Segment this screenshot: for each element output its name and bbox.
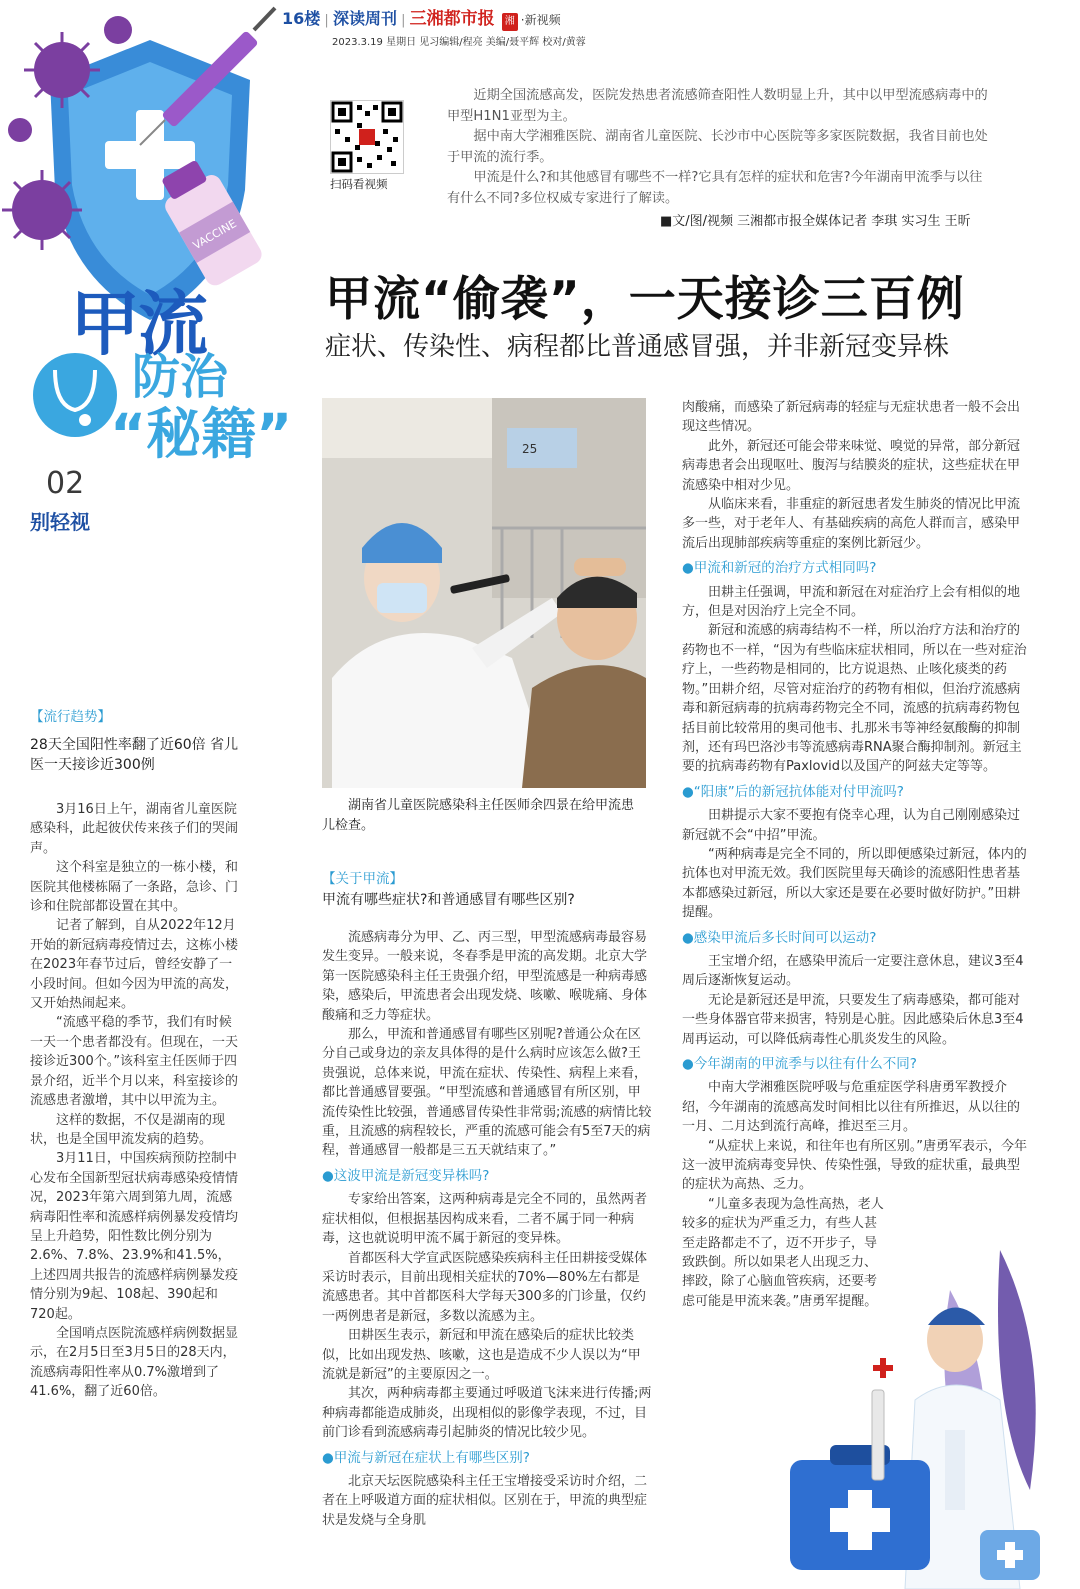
lead-paragraph: 据中南大学湘雅医院、湖南省儿童医院、长沙市中心医院等多家医院数据，我省目前也处于甲流的流行季。 [447,129,988,165]
right-paragraph: “儿童多表现为急性高热，老人较多的症状为严重乏力，有些人甚至走路都走不了，迈不开步子，导致跌倒。所以如果老人出现乏力、摔跤，除了心脑血管疾病，还要考虑可能是甲流来袭。”唐勇军提醒。 [682,1196,884,1309]
app-name: ·新视频 [520,13,561,27]
column-name: 深读周刊 [332,9,397,28]
question-heading: ●感染甲流后多长时间可以运动? [682,929,877,946]
about-paragraph: 首都医科大学宣武医院感染疾病科主任田耕接受媒体采访时表示，目前出现相关症状的70%—80%左右都是流感患者。其中首都医科大学每天300多的门诊量，仅约一两例患者是新冠，多数以流感为主。 [322,1250,648,1324]
qr-label: 扫码看视频 [330,177,388,191]
about-paragraph: 专家给出答案，这两种病毒是完全不同的，虽然两者症状相似，但根据基因构成来看，二者不属于同一种病毒，这也就说明甲流不属于新冠的变异株。 [322,1192,648,1247]
feature-title-line3: “秘籍” [110,402,293,466]
about-paragraph: 其次，两种病毒都主要通过呼吸道飞沫来进行传播;两种病毒都能造成肺炎，出现相似的影像学表现，不过，目前门诊看到流感病毒引起肺炎的情况比较少见。 [322,1386,652,1441]
question-heading: ●“阳康”后的新冠抗体能对付甲流吗? [682,783,904,800]
question-heading: ●甲流和新冠的治疗方式相同吗? [682,560,877,577]
right-paragraph: 田耕提示大家不要抱有侥幸心理，认为自己刚刚感染过新冠就不会“中招”甲流。 [682,808,1021,843]
qr-code-icon[interactable] [330,100,404,174]
feature-title-line2: 防治 [132,349,229,405]
subheadline: 症状、传染性、病程都比普通感冒强，并非新冠变异株 [325,332,950,362]
right-paragraph: 从临床来看，非重症的新冠患者发生肺炎的情况比甲流多一些，对于老年人、有基础疾病的高危人群而言，感染甲流后出现肺部疾病等重症的案例比新冠少。 [682,497,1021,551]
question-heading: ●今年湖南的甲流季与以往有什么不同? [682,1056,917,1072]
photo-caption-text: 湖南省儿童医院感染科主任医师余四景在给甲流患儿检查。 [322,798,635,833]
about-paragraph: 那么，甲流和普通感冒有哪些区别呢?普通公众在区分自己或身边的亲友具体得的是什么病时应该怎么做?王贵强说，总体来说，甲流在症状、传染性、病程上来看，都比普通感冒要强。“甲型流感和普通感冒有所区别，甲流传染性比较强，普通感冒传染性非常弱;流感的病情比较重，且流感的病程较长，严重的流感可能会有5至7天的病程，普通感冒一般都是三五天就结束了。” [322,1027,652,1159]
series-number: 02 [46,466,85,501]
about-paragraph: 流感病毒分为甲、乙、丙三型，甲型流感病毒最容易发生变异。一般来说，冬春季是甲流的高发期。北京大学第一医院感染科主任王贵强介绍，甲型流感是一种病毒感染，感染后，甲流患者会出现发烧、咳嗽、喉咙痛、身体酸痛和乏力等症状。 [322,930,648,1023]
right-paragraph: “两种病毒是完全不同的，所以即便感染过新冠，体内的抗体也对甲流无效。我们医院里每天确诊的流感阳性患者基本都感染过新冠，所以大家还是要在必要时做好防护。”田耕提醒。 [682,846,1027,921]
news-photo [322,398,646,788]
medical-kit-icon [790,1445,930,1570]
right-paragraph: 肉酸痛，而感染了新冠病毒的轻症与无症状患者一般不会出现这些情况。 [682,400,1021,435]
doctor-illustration [700,1230,1080,1589]
trend-body [30,800,240,1402]
trend-paragraph: “流感平稳的季节，我们有时候一天一个患者都没有。但现在，一天接诊近300个。”该科室主任医师于四景介绍，近半个月以来，科室接诊的流感患者激增，其中以甲流为主。 [30,1015,239,1109]
lead-paragraphs [447,86,995,209]
lead-paragraph: 近期全国流感高发，医院发热患者流感筛查阳性人数明显上升，其中以甲型流感病毒中的甲型H1N1亚型为主。 [447,88,988,124]
small-kit-icon [980,1530,1040,1580]
syringe-icon [872,1390,884,1480]
about-title: 甲流有哪些症状?和普通感冒有哪些区别? [322,892,575,908]
masthead: 16楼 | 深读周刊 | 三湘都市报 湘 ·新视频 [282,9,561,29]
app-badge-icon: 湘 [502,13,518,31]
issue-meta: 2023.3.19 星期日 见习编辑/程亮 美编/聂平辉 校对/黄蓉 [332,37,586,48]
right-paragraph: 无论是新冠还是甲流，只要发生了病毒感染，都可能对一些身体器官带来损害，特别是心脏。因此感染后休息3至4周再运动，可以降低病毒性心肌炎发生的风险。 [682,992,1024,1047]
plus-icon [873,1358,893,1378]
photo-caption [322,796,646,836]
trend-title: 28天全国阳性率翻了近60倍 省儿医一天接诊近300例 [30,737,239,773]
feature-title-line1: 甲流 [70,283,206,365]
trend-paragraph: 全国哨点医院流感样病例数据显示，在2月5日至3月5日的28天内，流感病毒阳性率从0.7%激增到了41.6%，翻了近60倍。 [30,1325,239,1400]
trend-paragraph: 记者了解到，自从2022年12月开始的新冠病毒疫情过去，这栋小楼在2023年春节过后，曾经安静了一小段时间。但如今因为甲流的高发，又开始热闹起来。 [30,918,239,1012]
right-paragraph: 中南大学湘雅医院呼吸与危重症医学科唐勇军教授介绍，今年湖南的流感高发时间相比以往有所推迟，从以往的一月、二月达到流行高峰，推迟至三月。 [682,1080,1021,1135]
lead-paragraph: 甲流是什么?和其他感冒有哪些不一样?它具有怎样的症状和危害?今年湖南甲流季与以往有什么不同?多位权威专家进行了解读。 [447,170,983,206]
vaccine-label: VACCINE [190,216,239,253]
trend-paragraph: 3月11日，中国疾病预防控制中心发布全国新型冠状病毒感染疫情情况，2023年第六周到第九周，流感病毒阳性率和流感样病例暴发疫情均呈上升趋势，阳性数比例分别为2.6%、7.8%、23.9%和41.5%，上述四周共报告的流感样病例暴发疫情分别为9起、108起、390起和720起。 [30,1151,239,1322]
right-paragraph: 新冠和流感的病毒结构不一样，所以治疗方法和治疗的药物也不一样，“因为有些临床症状相同，所以在一些对症治疗上，一些药物是相同的，比方说退热、止咳化痰类的药物。”田耕介绍，尽管对症治疗的药物有相似，但治疗流感病毒和新冠病毒的抗病毒药物完全不同，流感的抗病毒药物包括目前比较常用的奥司他韦、扎那米韦等神经氨酸酶的抑制剂，还有玛巴洛沙韦等流感病毒RNA聚合酶抑制剂。新冠主要的抗病毒药物有Paxlovid以及国产的阿兹夫定等等。 [682,623,1027,775]
trend-tag: 【流行趋势】 [30,709,111,725]
headline: 甲流“偷袭”，一天接诊三百例 [325,272,965,327]
about-paragraph: 田耕医生表示，新冠和甲流在感染后的症状比较类似，比如出现发热、咳嗽，这也是造成不少人误以为“甲流就是新冠”的主要原因之一。 [322,1328,641,1382]
trend-paragraph: 这个科室是独立的一栋小楼，和医院其他楼栋隔了一条路，急诊、门诊和住院部都设置在其中。 [30,860,239,915]
right-paragraph: 此外，新冠还可能会带来味觉、嗅觉的异常，部分新冠病毒患者会出现呕吐、腹泻与结膜炎的症状，这些症状在甲流感染中相对少见。 [682,438,1021,493]
about-tag: 【关于甲流】 [322,871,403,887]
byline: ■文/图/视频 三湘都市报全媒体记者 李琪 实习生 王昕 [660,214,971,229]
trend-paragraph: 这样的数据，不仅是湖南的现状，也是全国甲流发病的趋势。 [30,1112,226,1147]
right-paragraph: “从症状上来说，和往年也有所区别。”唐勇军表示，今年这一波甲流病毒变异快、传染性强，导致的症状重，最典型的症状为高热、乏力。 [682,1138,1027,1193]
page-number: 16楼 [282,9,321,28]
question-heading: ●这波甲流是新冠变异株吗? [322,1167,490,1184]
trend-paragraph: 3月16日上午，湖南省儿童医院感染科，此起彼伏传来孩子们的哭闹声。 [30,802,239,856]
about-paragraph: 北京天坛医院感染科主任王宝增接受采访时介绍，二者在上呼吸道方面的症状相似。区别在于，甲流的典型症状是发烧与全身肌 [322,1473,648,1528]
right-body [682,398,1032,1311]
right-paragraph: 王宝增介绍，在感染甲流后一定要注意休息，建议3至4周后逐渐恢复运动。 [682,953,1024,989]
question-heading: ●甲流与新冠在症状上有哪些区别? [322,1449,530,1466]
bed-number: 25 [522,442,538,456]
about-body [322,928,652,1530]
series-subtitle: 别轻视 [30,510,90,534]
right-paragraph: 田耕主任强调，甲流和新冠在对症治疗上会有相似的地方，但是对因治疗上完全不同。 [682,584,1021,620]
newspaper-brand: 三湘都市报 [409,9,495,29]
